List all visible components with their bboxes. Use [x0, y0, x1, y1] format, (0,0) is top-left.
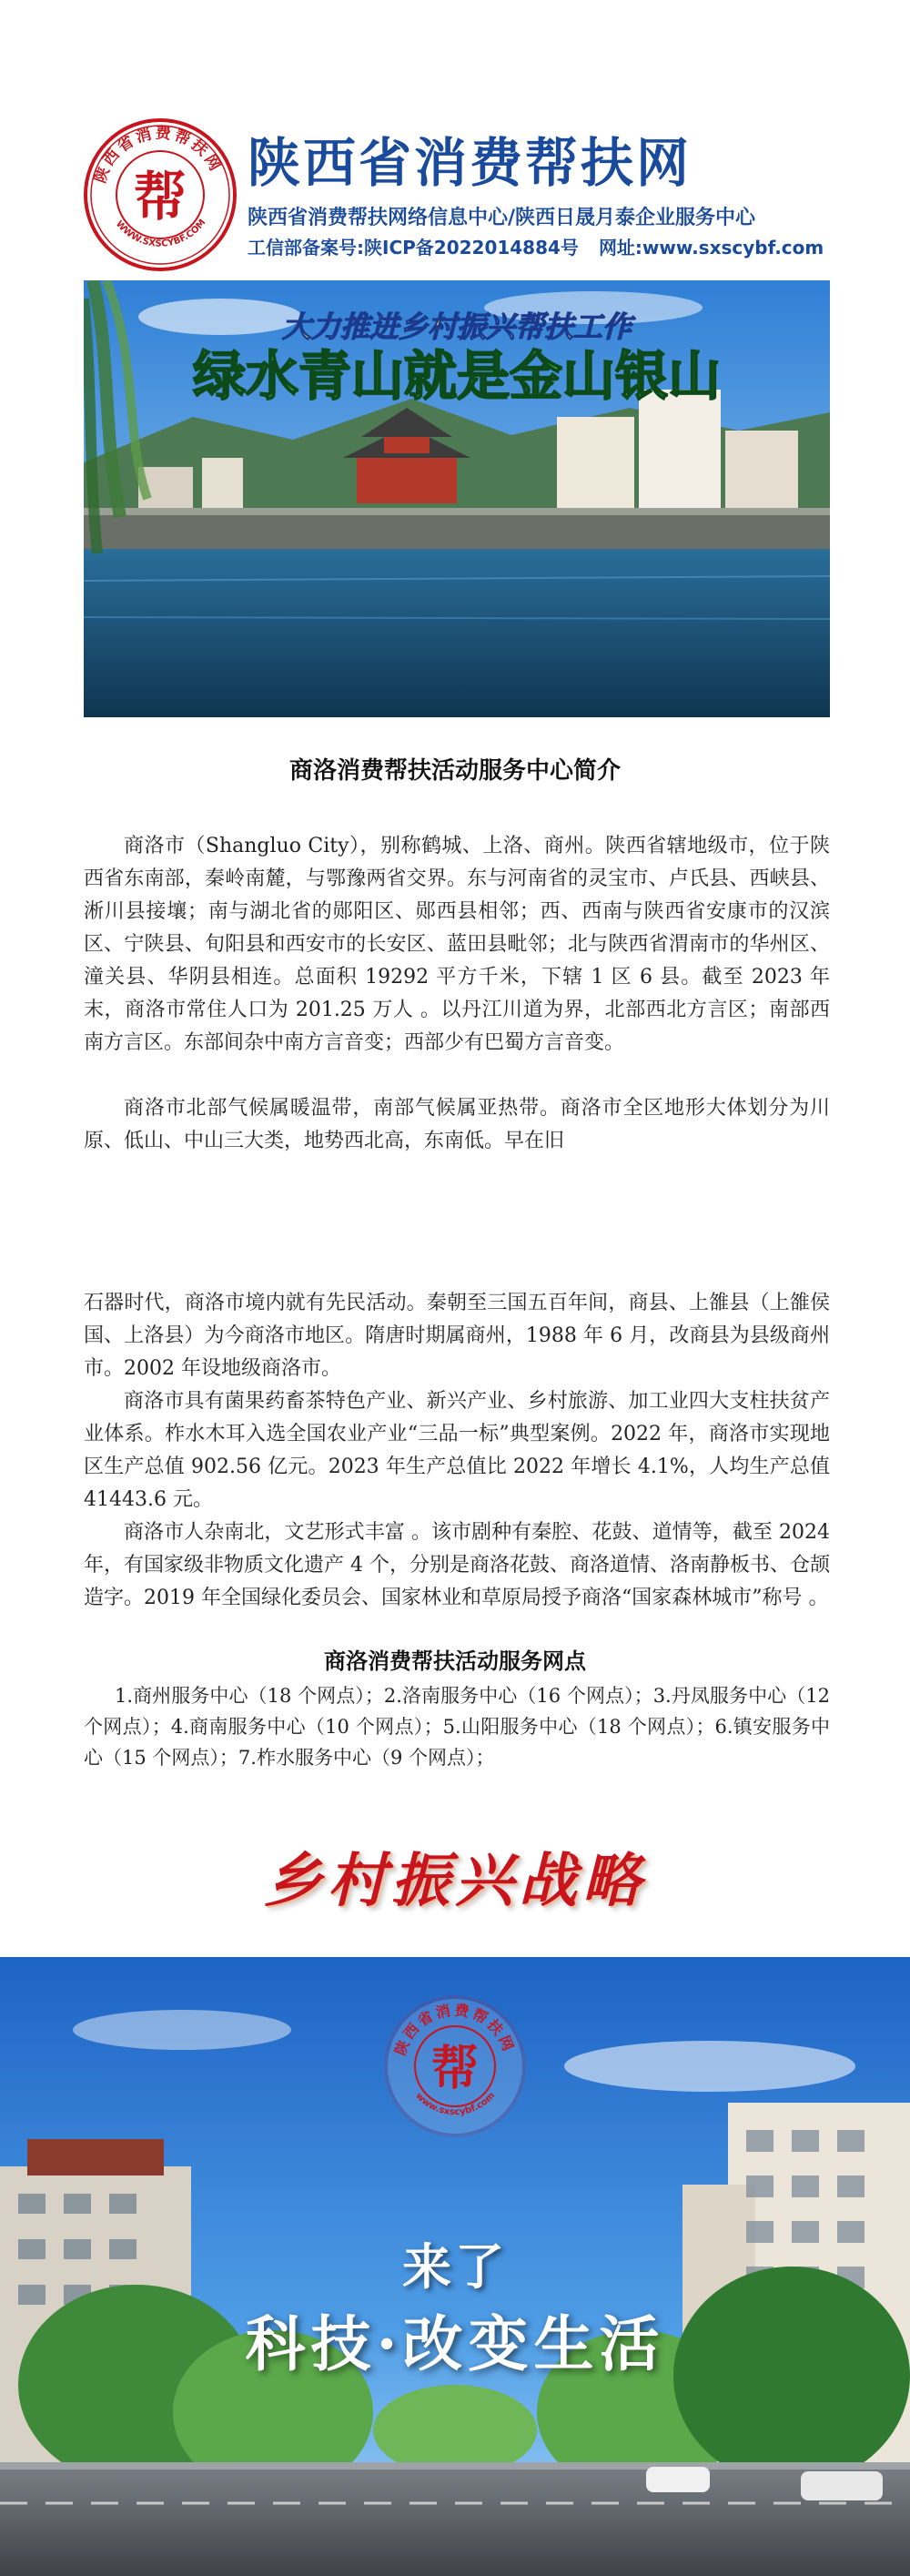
article-paragraph-5: 商洛市人杂南北，文艺形式丰富 。该市剧种有秦腔、花鼓、道情等，截至 2024 年，有国家级非物质文化遗产 4 个，分别是商洛花鼓、商洛道情、洛南静板书、仓颉造字。2019 年全国绿化委员会、国家林业和草原局授予商洛“国家森林城市”称号 。 [84, 1521, 830, 1609]
poster-logo-url: www.sxscybf.com [413, 2090, 498, 2118]
poster-line-1: 来了 [402, 2237, 508, 2296]
site-title: 陕西省消费帮扶网 [248, 132, 693, 194]
site-subtitle: 陕西省消费帮扶网络信息中心/陕西日晟月泰企业服务中心 [248, 207, 756, 229]
page-header [0, 0, 910, 273]
outlet-item: 5.山阳服务中心（18 个网点）； [442, 1716, 715, 1738]
site-logo [84, 118, 237, 271]
rural-revitalization-slogan: 乡村振兴战略 [264, 1847, 646, 1915]
article-title: 商洛消费帮扶活动服务中心简介 [288, 757, 621, 785]
outlet-item: 1.商州服务中心（18 个网点）； [115, 1685, 384, 1707]
hero-scene [84, 280, 830, 717]
hero-headline-small: 大力推进乡村振兴帮扶工作 [281, 309, 632, 344]
poster-logo-ring-text: 陕西省消费帮扶网 [391, 2001, 519, 2058]
outlet-item: 6.镇安服务中心（15 个网点）； [84, 1716, 831, 1769]
hero-banner [84, 280, 830, 717]
outlet-item: 3.丹凤服务中心（12 个网点）； [84, 1685, 831, 1738]
article-paragraph-1: 商洛市（Shangluo City），别称鹤城、上洛、商州。陕西省辖地级市，位于陕西省东南部，秦岭南麓，与鄂豫两省交界。东与河南省的灵宝市、卢氏县、西峡县、淅川县接壤；南与湖北省的郧阳区、郧西县相邻；西、西南与陕西省安康市的汉滨区、宁陕县、旬阳县和西安市的长安区、蓝田县毗邻；北与陕西省渭南市的华州区、潼关县、华阴县相连。总面积 19292 平方千米，下辖 1 区 6 县。截至 2023 年末，商洛市常住人口为 201.25 万人 。以丹江川道为界，北部西北方言区；南部西南方言区。东部间杂中南方言音变；西部少有巴蜀方言音变。 [84, 835, 830, 1054]
icp-line [248, 233, 824, 259]
poster-logo [384, 1995, 526, 2137]
logo-url-text: WWW.SXSCYBF.COM [113, 218, 208, 249]
outlet-item: 4.商南服务中心（10 个网点）； [170, 1716, 443, 1738]
icp-number: 工信部备案号:陕ICP备2022014884号 [248, 237, 579, 259]
article-paragraph-4: 商洛市具有菌果药畜茶特色产业、新兴产业、乡村旅游、加工业四大支柱扶贫产业体系。柞水木耳入选全国农业产业“三品一标”典型案例。2022 年，商洛市实现地区生产总值 902.56 亿元。2023 年生产总值比 2022 年增长 4.1%，人均生产总值 41443.6 元。 [84, 1390, 830, 1511]
article-paragraph-3: 石器时代，商洛市境内就有先民活动。秦朝至三国五百年间，商县、上雒县（上雒侯国、上洛县）为今商洛市地区。隋唐时期属商州，1988 年 6 月，改商县为县级商州市。2002 年设地级商洛市。 [84, 1292, 830, 1380]
website-link[interactable]: 网址:www.sxscybf.com [598, 237, 824, 259]
logo-center-char: 帮 [133, 166, 187, 228]
poster-logo-center-char: 帮 [430, 2041, 480, 2096]
logo-ring-text: 陕西省消费帮扶网 [91, 124, 226, 186]
outlet-item: 7.柞水服务中心（9 个网点）； [238, 1747, 495, 1769]
hero-headline-big: 绿水青山就是金山银山 [192, 345, 722, 407]
outlets-title: 商洛消费帮扶活动服务网点 [324, 1648, 586, 1674]
outlet-item: 2.洛南服务中心（16 个网点）； [383, 1685, 653, 1707]
poster-line-2: 科技·改变生活 [245, 2308, 665, 2379]
outlets-list [84, 1680, 830, 1773]
article-paragraph-2: 商洛市北部气候属暖温带，南部气候属亚热带。商洛市全区地形大体划分为川原、低山、中山三大类，地势西北高，东南低。早在旧 [84, 1097, 830, 1152]
